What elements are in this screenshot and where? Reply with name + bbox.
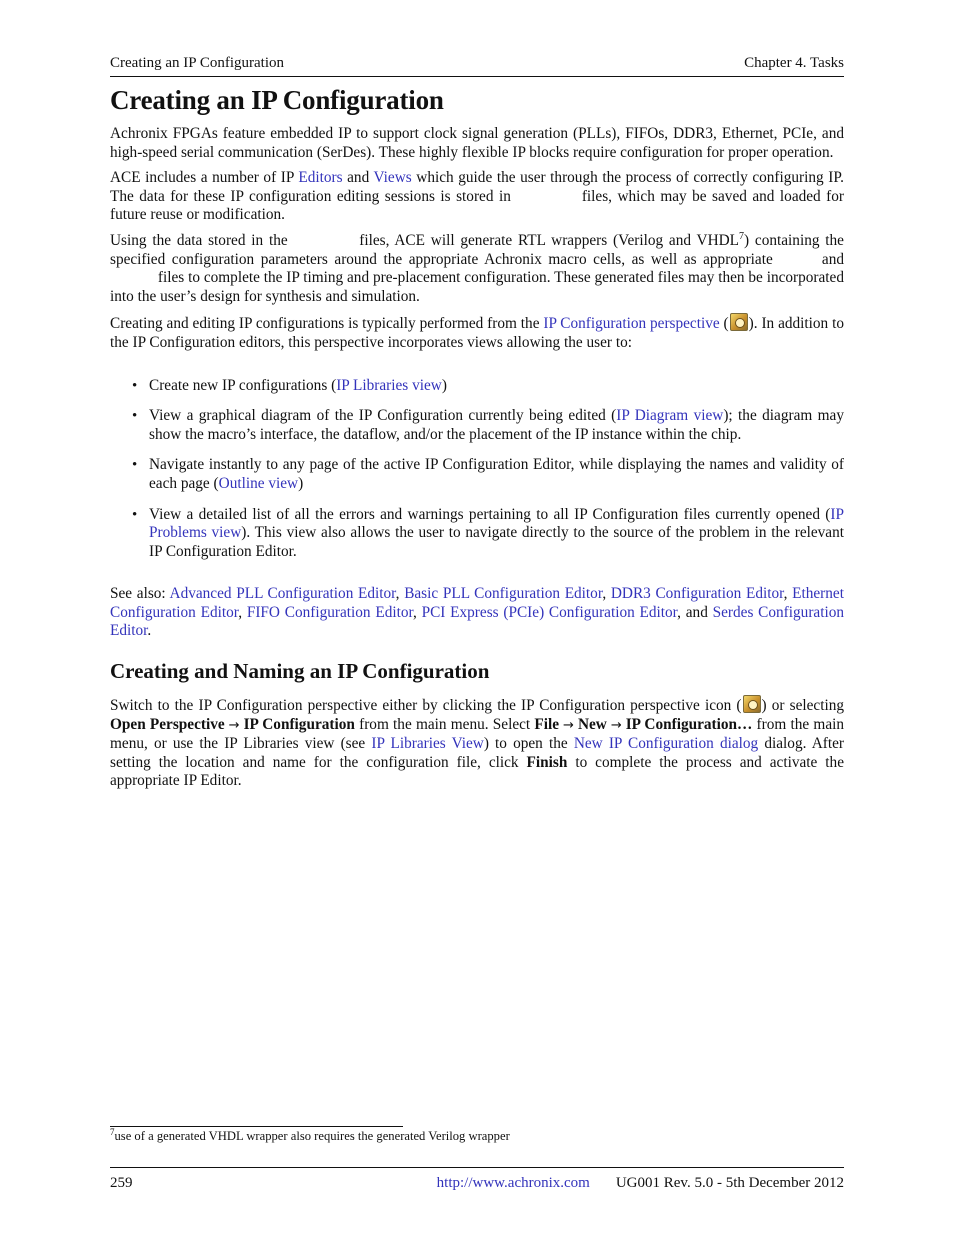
menu-file: File	[534, 715, 560, 733]
footer-url-link[interactable]: http://www.achronix.com	[436, 1175, 590, 1191]
link-outline-view[interactable]: Outline view	[218, 474, 299, 492]
link-views[interactable]: Views	[373, 169, 412, 187]
list-item: • View a detailed list of all the errors and warnings pertaining to all IP Configuration files currently opened (IP Problems view). This view also allows the user to navigate directly to the source of the problem in the relevant IP Configuration Editor.	[110, 506, 844, 562]
link-basic-pll-editor[interactable]: Basic PLL Configuration Editor	[404, 585, 603, 603]
ip-configuration-perspective-icon	[743, 695, 761, 713]
naming-paragraph: Switch to the IP Configuration perspective either by clicking the IP Configuration perspective icon ( ) or selecting Open Perspective → IP Configuration from the main menu. Select File → New → IP Configuration… from the main menu, or use the IP Libraries view (see IP Libraries View) to open the New IP Configuration dialog dialog. After setting the location and name for the configuration file, click Finish to complete the process and activate the appropriate IP Editor.	[110, 697, 845, 790]
link-new-ip-configuration-dialog[interactable]: New IP Configuration dialog	[573, 735, 759, 753]
link-ip-diagram-view[interactable]: IP Diagram view	[616, 407, 724, 425]
features-list	[110, 377, 844, 562]
link-advanced-pll-editor[interactable]: Advanced PLL Configuration Editor	[169, 585, 396, 603]
arrow-right-icon: →	[610, 717, 622, 733]
footnote-divider	[110, 1126, 403, 1127]
list-item: • View a graphical diagram of the IP Configuration currently being edited (IP Diagram view); the diagram may show the macro’s interface, the dataflow, and/or the placement of the IP instance within the chip.	[110, 407, 844, 444]
menu-open-perspective: Open Perspective	[110, 715, 225, 733]
link-ip-libraries-view-2[interactable]: IP Libraries View	[371, 735, 484, 753]
perspective-paragraph: Creating and editing IP configurations is typically performed from the IP Configuration perspective ( ). In addition to the IP Configuration editors, this perspective incorporates views allowing the user to:	[110, 315, 844, 351]
link-editors[interactable]: Editors	[298, 169, 343, 187]
page-number: 259	[110, 1175, 133, 1191]
link-ip-problems-view[interactable]: IP Problems view	[149, 505, 844, 542]
footnote: $^7$use of a generated VHDL wrapper also requires the generated Verilog wrapper	[110, 1127, 510, 1143]
footer-divider	[110, 1167, 844, 1168]
rtl-paragraph: Using the data stored in the files, ACE will generate RTL wrappers (Verilog and VHDL$^7$) containing the specified configuration parameters around the appropriate Achronix macro cells, as well as appropriate and files to complete the IP timing and pre-placement configuration. These generated files may then be incorporated into the user’s design for synthesis and simulation.	[110, 230, 845, 305]
link-ethernet-editor[interactable]: Ethernet Configuration Editor	[110, 585, 844, 621]
page-content	[110, 54, 844, 798]
page-title: Creating an IP Configuration	[110, 85, 444, 115]
link-pcie-editor[interactable]: PCI Express (PCIe) Configuration Editor	[421, 603, 678, 621]
ip-configuration-perspective-icon	[730, 313, 748, 331]
menu-new: New	[577, 715, 607, 733]
running-footer	[110, 1174, 844, 1193]
arrow-right-icon: →	[563, 717, 574, 733]
running-header	[110, 54, 844, 77]
list-item: • Create new IP configurations (IP Libraries view)	[110, 377, 844, 396]
link-fifo-editor[interactable]: FIFO Configuration Editor	[246, 603, 413, 621]
footnote-mark: 7	[739, 230, 745, 242]
button-finish-label: Finish	[526, 753, 568, 771]
link-ip-libraries-view[interactable]: IP Libraries view	[336, 376, 442, 394]
intro-paragraph: Achronix FPGAs feature embedded IP to support clock signal generation (PLLs), FIFOs, DDR3, Ethernet, PCIe, and high-speed serial communication (SerDes). These highly flexible IP blocks require configuration for proper operation.	[110, 125, 844, 161]
list-item: • Navigate instantly to any page of the active IP Configuration Editor, while displaying the names and validity of each page (Outline view)	[110, 456, 844, 493]
link-ddr3-editor[interactable]: DDR3 Configuration Editor	[610, 585, 784, 603]
menu-ip-configuration: IP Configuration	[243, 715, 355, 733]
header-section-title: Creating an IP Configuration	[110, 55, 284, 71]
editors-paragraph: ACE includes a number of IP Editors and Views which guide the user through the process of correctly configuring IP. The data for these IP configuration editing sessions is stored in files, which may be saved and loaded for future reuse or modification.	[110, 169, 845, 224]
section-title: Creating and Naming an IP Configuration	[110, 659, 490, 684]
menu-ip-configuration-dots: IP Configuration…	[625, 715, 753, 733]
see-also-paragraph: See also: Advanced PLL Configuration Editor, Basic PLL Configuration Editor, DDR3 Configuration Editor, Ethernet Configuration Editor, FIFO Configuration Editor, PCI Express (PCIe) Configuration Editor, and Serdes Configuration Editor.	[110, 585, 845, 640]
link-ip-configuration-perspective[interactable]: IP Configuration perspective	[543, 315, 720, 333]
link-serdes-editor[interactable]: Serdes Configuration Editor	[110, 603, 845, 640]
arrow-right-icon: →	[228, 717, 240, 733]
document-revision: UG001 Rev. 5.0 - 5th December 2012	[615, 1175, 844, 1191]
header-chapter: Chapter 4. Tasks	[744, 55, 844, 71]
